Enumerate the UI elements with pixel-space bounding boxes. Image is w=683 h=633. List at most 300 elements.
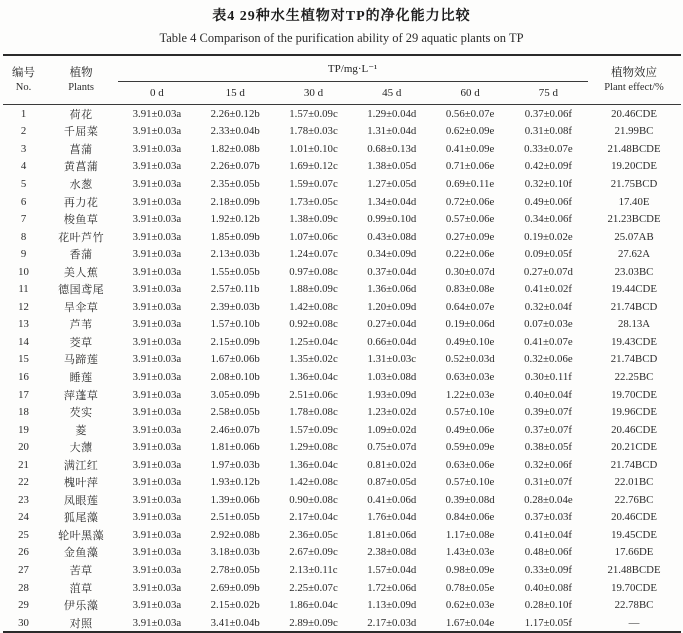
plant-name: 满江红 <box>63 459 99 472</box>
plant-name: 萍蓬草 <box>63 389 99 402</box>
tp-60d: 0.52±0.03d <box>445 353 495 366</box>
plant-name: 千屈菜 <box>63 126 99 139</box>
tp-60d: 1.22±0.03e <box>445 388 495 401</box>
tp-60d: 0.71±0.06e <box>445 160 495 173</box>
table-row <box>3 210 681 228</box>
row-no: 20 <box>18 441 29 454</box>
tp-30d: 1.86±0.04c <box>289 599 338 612</box>
plant-effect: 21.48BCDE <box>607 563 661 576</box>
col-header-tp-group: TP/mg·L⁻¹ <box>118 55 588 82</box>
plant-name: 菖蒲 <box>69 143 93 156</box>
plant-name: 槐叶萍 <box>63 477 99 490</box>
row-no: 15 <box>18 353 29 366</box>
tp-75d: 0.28±0.04e <box>524 493 573 506</box>
tp-15d: 3.41±0.04b <box>210 616 260 629</box>
plant-effect: 21.74BCD <box>610 458 658 471</box>
tp-15d: 2.51±0.05b <box>210 511 260 524</box>
tp-0d: 3.91±0.03a <box>132 493 182 506</box>
tp-75d: 0.32±0.06f <box>524 458 573 471</box>
purification-table <box>3 54 681 633</box>
tp-15d: 2.92±0.08b <box>210 528 260 541</box>
plant-name: 梭鱼草 <box>63 214 99 227</box>
table-row <box>3 280 681 298</box>
tp-15d: 2.26±0.12b <box>210 107 260 120</box>
table-title-en: Table 4 Comparison of the purification ability of 29 aquatic plants on TP <box>159 31 524 45</box>
tp-15d: 2.46±0.07b <box>210 423 260 436</box>
tp-0d: 3.91±0.03a <box>132 388 182 401</box>
tp-45d: 1.81±0.06d <box>367 528 417 541</box>
tp-75d: 0.32±0.04f <box>524 300 573 313</box>
tp-15d: 2.15±0.09b <box>210 335 260 348</box>
table-row <box>3 491 681 509</box>
plant-effect: — <box>628 616 640 629</box>
tp-30d: 2.51±0.06c <box>289 388 338 401</box>
row-no: 12 <box>18 300 29 313</box>
plant-effect: 21.23BCDE <box>607 213 661 226</box>
tp-60d: 0.57±0.10e <box>445 406 495 419</box>
tp-45d: 0.99±0.10d <box>367 213 417 226</box>
col-header-day-0: 0 d <box>118 82 196 105</box>
tp-30d: 0.92±0.08c <box>289 318 338 331</box>
table-row <box>3 544 681 562</box>
tp-15d: 1.93±0.12b <box>210 476 260 489</box>
tp-75d: 0.41±0.04f <box>524 528 573 541</box>
tp-15d: 2.58±0.05b <box>210 406 260 419</box>
tp-15d: 1.57±0.10b <box>210 318 260 331</box>
tp-60d: 0.30±0.07d <box>445 265 495 278</box>
tp-45d: 1.20±0.09d <box>367 300 417 313</box>
plant-name: 金鱼藻 <box>63 547 99 560</box>
plant-effect: 22.01BC <box>614 476 654 489</box>
col-header-day-45: 45 d <box>353 82 431 105</box>
tp-75d: 1.17±0.05f <box>524 616 573 629</box>
plant-effect: 25.07AB <box>614 230 654 243</box>
tp-0d: 3.91±0.03a <box>132 230 182 243</box>
table-row <box>3 123 681 141</box>
tp-0d: 3.91±0.03a <box>132 423 182 436</box>
tp-75d: 0.37±0.03f <box>524 511 573 524</box>
plant-effect: 20.46CDE <box>611 423 657 436</box>
tp-75d: 0.30±0.11f <box>524 370 572 383</box>
tp-60d: 0.64±0.07e <box>445 300 495 313</box>
table-row <box>3 579 681 597</box>
tp-45d: 0.34±0.09d <box>367 248 417 261</box>
table-row <box>3 473 681 491</box>
tp-15d: 1.82±0.08b <box>210 142 260 155</box>
tp-75d: 0.40±0.08f <box>524 581 573 594</box>
tp-30d: 1.25±0.04c <box>289 335 338 348</box>
tp-0d: 3.91±0.03a <box>132 177 182 190</box>
tp-0d: 3.91±0.03a <box>132 616 182 629</box>
tp-15d: 2.13±0.03b <box>210 248 260 261</box>
tp-75d: 0.33±0.07e <box>524 142 573 155</box>
tp-45d: 1.38±0.05d <box>367 160 417 173</box>
plant-effect: 19.70CDE <box>611 581 657 594</box>
plant-effect: 21.99BC <box>614 125 654 138</box>
row-no: 30 <box>18 616 29 629</box>
tp-30d: 0.97±0.08c <box>289 265 338 278</box>
tp-15d: 1.55±0.05b <box>210 265 260 278</box>
tp-30d: 1.36±0.04c <box>289 458 338 471</box>
tp-30d: 1.35±0.02c <box>289 353 338 366</box>
tp-45d: 0.43±0.08d <box>367 230 417 243</box>
col-header-no-en: No. <box>15 81 32 93</box>
tp-30d: 2.36±0.05c <box>289 528 338 541</box>
row-no: 4 <box>20 160 27 173</box>
table-row <box>3 175 681 193</box>
tp-60d: 0.57±0.06e <box>445 213 495 226</box>
tp-75d: 0.34±0.06f <box>524 213 573 226</box>
tp-75d: 0.09±0.05f <box>524 248 573 261</box>
tp-15d: 2.18±0.09b <box>210 195 260 208</box>
tp-60d: 0.62±0.03e <box>445 599 495 612</box>
row-no: 14 <box>18 335 29 348</box>
row-no: 19 <box>18 423 29 436</box>
table-row <box>3 403 681 421</box>
row-no: 5 <box>20 177 27 190</box>
plant-name: 大薸 <box>69 442 93 455</box>
plant-name: 轮叶黑藻 <box>58 529 105 542</box>
row-no: 26 <box>18 546 29 559</box>
tp-45d: 1.31±0.03c <box>367 353 417 366</box>
tp-15d: 3.05±0.09b <box>210 388 260 401</box>
tp-45d: 0.81±0.02d <box>367 458 417 471</box>
tp-45d: 1.27±0.05d <box>367 177 417 190</box>
tp-60d: 0.49±0.06e <box>445 423 495 436</box>
plant-name: 水葱 <box>69 178 93 191</box>
tp-45d: 0.87±0.05d <box>367 476 417 489</box>
tp-0d: 3.91±0.03a <box>132 283 182 296</box>
tp-30d: 1.69±0.12c <box>289 160 338 173</box>
tp-45d: 1.29±0.04d <box>367 107 417 120</box>
col-header-plant-en: Plants <box>68 81 94 93</box>
plant-name: 花叶芦竹 <box>58 231 105 244</box>
col-header-day-15: 15 d <box>196 82 274 105</box>
tp-60d: 0.41±0.09e <box>445 142 495 155</box>
plant-name: 菹草 <box>69 582 93 595</box>
tp-75d: 0.49±0.06f <box>524 195 573 208</box>
col-header-effect <box>588 55 681 105</box>
tp-30d: 1.42±0.08c <box>289 476 338 489</box>
table-row <box>3 158 681 176</box>
tp-60d: 1.67±0.04e <box>445 616 495 629</box>
plant-effect: 19.44CDE <box>611 283 657 296</box>
tp-60d: 0.59±0.09e <box>445 441 495 454</box>
plant-name: 旱伞草 <box>63 301 99 314</box>
tp-0d: 3.91±0.03a <box>132 441 182 454</box>
plant-effect: 21.48BCDE <box>607 142 661 155</box>
plant-name: 马蹄莲 <box>63 354 99 367</box>
plant-name: 茭草 <box>69 336 93 349</box>
tp-75d: 0.27±0.07d <box>523 265 573 278</box>
tp-75d: 0.42±0.09f <box>524 160 573 173</box>
tp-45d: 0.75±0.07d <box>367 441 417 454</box>
tp-45d: 1.13±0.09d <box>367 599 417 612</box>
tp-45d: 1.23±0.02d <box>367 406 417 419</box>
row-no: 3 <box>20 142 27 155</box>
tp-30d: 1.36±0.04c <box>289 370 338 383</box>
plant-effect: 20.46CDE <box>611 107 657 120</box>
tp-0d: 3.91±0.03a <box>132 511 182 524</box>
row-no: 7 <box>20 213 27 226</box>
row-no: 6 <box>20 195 27 208</box>
plant-effect: 21.74BCD <box>610 300 658 313</box>
table-row <box>3 263 681 281</box>
row-no: 8 <box>20 230 27 243</box>
tp-0d: 3.91±0.03a <box>132 581 182 594</box>
tp-15d: 2.57±0.11b <box>210 283 260 296</box>
table-row <box>3 368 681 386</box>
tp-30d: 1.42±0.08c <box>289 300 338 313</box>
table-row <box>3 316 681 334</box>
plant-effect: 19.96CDE <box>611 406 657 419</box>
tp-30d: 2.89±0.09c <box>289 616 338 629</box>
col-header-no-cn: 编号 <box>12 66 36 79</box>
tp-0d: 3.91±0.03a <box>132 160 182 173</box>
tp-45d: 2.17±0.03d <box>367 616 417 629</box>
tp-60d: 1.43±0.03e <box>445 546 495 559</box>
row-no: 2 <box>20 125 27 138</box>
table-row <box>3 596 681 614</box>
tp-15d: 2.39±0.03b <box>210 300 260 313</box>
plant-effect: 22.25BC <box>614 370 654 383</box>
tp-60d: 1.17±0.08e <box>445 528 495 541</box>
tp-30d: 2.25±0.07c <box>289 581 338 594</box>
table-row <box>3 228 681 246</box>
tp-45d: 0.68±0.13d <box>367 142 417 155</box>
plant-name: 再力花 <box>63 196 99 209</box>
plant-effect: 17.66DE <box>614 546 654 559</box>
tp-75d: 0.28±0.10f <box>524 599 573 612</box>
tp-60d: 0.19±0.06d <box>445 318 495 331</box>
table-row <box>3 526 681 544</box>
tp-60d: 0.69±0.11e <box>446 177 495 190</box>
tp-45d: 1.76±0.04d <box>367 511 417 524</box>
tp-45d: 1.03±0.08d <box>367 370 417 383</box>
col-header-effect-cn: 植物效应 <box>611 66 658 79</box>
plant-name: 伊乐藻 <box>63 600 99 613</box>
tp-75d: 0.38±0.05f <box>524 441 573 454</box>
plant-name: 菱 <box>75 424 87 437</box>
row-no: 29 <box>18 599 29 612</box>
tp-45d: 1.72±0.06d <box>367 581 417 594</box>
row-no: 11 <box>18 283 29 296</box>
row-no: 17 <box>18 388 29 401</box>
tp-0d: 3.91±0.03a <box>132 476 182 489</box>
tp-60d: 0.78±0.05e <box>445 581 495 594</box>
tp-75d: 0.31±0.07f <box>524 476 573 489</box>
tp-75d: 0.40±0.04f <box>524 388 573 401</box>
tp-60d: 0.83±0.08e <box>445 283 495 296</box>
row-no: 9 <box>20 248 27 261</box>
plant-name: 苦草 <box>69 564 93 577</box>
tp-75d: 0.07±0.03e <box>524 318 573 331</box>
tp-75d: 0.31±0.08f <box>524 125 573 138</box>
row-no: 28 <box>18 581 29 594</box>
table-row <box>3 509 681 527</box>
tp-75d: 0.41±0.02f <box>524 283 573 296</box>
plant-name: 睡莲 <box>69 371 93 384</box>
table-row <box>3 351 681 369</box>
table-row <box>3 298 681 316</box>
tp-0d: 3.91±0.03a <box>132 528 182 541</box>
plant-name: 美人蕉 <box>63 266 99 279</box>
tp-0d: 3.91±0.03a <box>132 406 182 419</box>
plant-name: 黄菖蒲 <box>63 161 99 174</box>
tp-0d: 3.91±0.03a <box>132 265 182 278</box>
tp-30d: 0.90±0.08c <box>289 493 338 506</box>
tp-75d: 0.48±0.06f <box>524 546 573 559</box>
tp-75d: 0.32±0.06e <box>524 353 573 366</box>
tp-15d: 3.18±0.03b <box>210 546 260 559</box>
col-header-plant-cn: 植物 <box>69 66 93 79</box>
tp-45d: 1.09±0.02d <box>367 423 417 436</box>
plant-name: 德国鸢尾 <box>58 284 105 297</box>
tp-60d: 0.84±0.06e <box>445 511 495 524</box>
tp-15d: 2.78±0.05b <box>210 563 260 576</box>
table-body <box>3 105 681 633</box>
row-no: 21 <box>18 458 29 471</box>
plant-effect: 20.21CDE <box>611 441 657 454</box>
tp-30d: 1.07±0.06c <box>289 230 338 243</box>
plant-effect: 21.75BCD <box>610 177 658 190</box>
tp-15d: 2.26±0.07b <box>210 160 260 173</box>
col-header-plant <box>45 55 118 105</box>
plant-effect: 27.62A <box>617 248 651 261</box>
tp-0d: 3.91±0.03a <box>132 248 182 261</box>
tp-15d: 1.92±0.12b <box>210 213 260 226</box>
tp-60d: 0.49±0.10e <box>445 335 495 348</box>
tp-30d: 1.01±0.10c <box>289 142 338 155</box>
plant-name: 对照 <box>69 617 93 630</box>
col-header-no <box>3 55 45 105</box>
tp-30d: 1.57±0.09c <box>289 423 338 436</box>
table-row <box>3 333 681 351</box>
plant-effect: 21.74BCD <box>610 353 658 366</box>
tp-15d: 1.39±0.06b <box>210 493 260 506</box>
plant-effect: 22.78BC <box>614 599 654 612</box>
tp-75d: 0.37±0.07f <box>524 423 573 436</box>
tp-30d: 1.78±0.03c <box>289 125 338 138</box>
tp-0d: 3.91±0.03a <box>132 125 182 138</box>
tp-15d: 1.85±0.09b <box>210 230 260 243</box>
tp-0d: 3.91±0.03a <box>132 546 182 559</box>
tp-60d: 0.62±0.09e <box>445 125 495 138</box>
row-no: 10 <box>18 265 29 278</box>
plant-effect: 19.70CDE <box>611 388 657 401</box>
tp-0d: 3.91±0.03a <box>132 335 182 348</box>
tp-75d: 0.33±0.09f <box>524 563 573 576</box>
tp-30d: 1.38±0.09c <box>289 213 338 226</box>
tp-0d: 3.91±0.03a <box>132 599 182 612</box>
plant-name: 狐尾藻 <box>63 512 99 525</box>
table-row <box>3 193 681 211</box>
row-no: 25 <box>18 528 29 541</box>
plant-name: 芡实 <box>69 407 93 420</box>
tp-45d: 0.41±0.06d <box>367 493 417 506</box>
table-header <box>3 55 681 105</box>
plant-effect: 19.20CDE <box>611 160 657 173</box>
table-row <box>3 386 681 404</box>
table-row <box>3 456 681 474</box>
tp-60d: 0.56±0.07e <box>445 107 495 120</box>
plant-effect: 22.76BC <box>614 493 654 506</box>
tp-75d: 0.37±0.06f <box>524 107 573 120</box>
plant-effect: 23.03BC <box>614 265 654 278</box>
tp-60d: 0.63±0.06e <box>445 458 495 471</box>
tp-0d: 3.91±0.03a <box>132 458 182 471</box>
tp-60d: 0.57±0.10e <box>445 476 495 489</box>
tp-0d: 3.91±0.03a <box>132 213 182 226</box>
tp-15d: 1.97±0.03b <box>210 458 260 471</box>
table-row <box>3 140 681 158</box>
tp-60d: 0.39±0.08d <box>445 493 495 506</box>
tp-30d: 2.17±0.04c <box>289 511 338 524</box>
tp-0d: 3.91±0.03a <box>132 563 182 576</box>
row-no: 23 <box>18 493 29 506</box>
plant-name: 香蒲 <box>69 249 93 262</box>
tp-45d: 2.38±0.08d <box>367 546 417 559</box>
table-row <box>3 245 681 263</box>
plant-effect: 19.45CDE <box>611 528 657 541</box>
tp-45d: 1.34±0.04d <box>367 195 417 208</box>
tp-15d: 2.69±0.09b <box>210 581 260 594</box>
tp-0d: 3.91±0.03a <box>132 353 182 366</box>
tp-0d: 3.91±0.03a <box>132 107 182 120</box>
row-no: 27 <box>18 563 29 576</box>
tp-30d: 1.88±0.09c <box>289 283 338 296</box>
tp-30d: 2.13±0.11c <box>289 563 338 576</box>
tp-45d: 1.57±0.04d <box>367 563 417 576</box>
tp-30d: 1.29±0.08c <box>289 441 338 454</box>
tp-45d: 0.37±0.04d <box>367 265 417 278</box>
col-header-day-30: 30 d <box>274 82 352 105</box>
row-no: 22 <box>18 476 29 489</box>
tp-0d: 3.91±0.03a <box>132 370 182 383</box>
row-no: 24 <box>18 511 29 524</box>
tp-45d: 0.66±0.04d <box>367 335 417 348</box>
tp-60d: 0.98±0.09e <box>445 563 495 576</box>
tp-30d: 1.57±0.09c <box>289 107 338 120</box>
tp-15d: 2.35±0.05b <box>210 177 260 190</box>
tp-60d: 0.63±0.03e <box>445 370 495 383</box>
plant-name: 凤眼莲 <box>63 494 99 507</box>
tp-15d: 2.08±0.10b <box>210 370 260 383</box>
tp-30d: 1.59±0.07c <box>289 177 338 190</box>
tp-45d: 0.27±0.04d <box>367 318 417 331</box>
tp-0d: 3.91±0.03a <box>132 300 182 313</box>
col-header-day-60: 60 d <box>431 82 509 105</box>
tp-0d: 3.91±0.03a <box>132 195 182 208</box>
tp-45d: 1.36±0.06d <box>367 283 417 296</box>
row-no: 13 <box>18 318 29 331</box>
table-title-cn: 表4 29种水生植物对TP的净化能力比较 <box>212 9 471 24</box>
plant-name: 芦苇 <box>69 319 93 332</box>
tp-60d: 0.22±0.06e <box>445 248 495 261</box>
tp-45d: 1.31±0.04d <box>367 125 417 138</box>
table-row <box>3 438 681 456</box>
table-row <box>3 105 681 123</box>
plant-effect: 19.43CDE <box>611 335 657 348</box>
tp-15d: 1.67±0.06b <box>210 353 260 366</box>
tp-0d: 3.91±0.03a <box>132 318 182 331</box>
row-no: 1 <box>20 107 27 120</box>
tp-15d: 2.33±0.04b <box>210 125 260 138</box>
tp-30d: 1.73±0.05c <box>289 195 338 208</box>
plant-effect: 28.13A <box>617 318 651 331</box>
row-no: 18 <box>18 406 29 419</box>
tp-75d: 0.39±0.07f <box>524 406 573 419</box>
